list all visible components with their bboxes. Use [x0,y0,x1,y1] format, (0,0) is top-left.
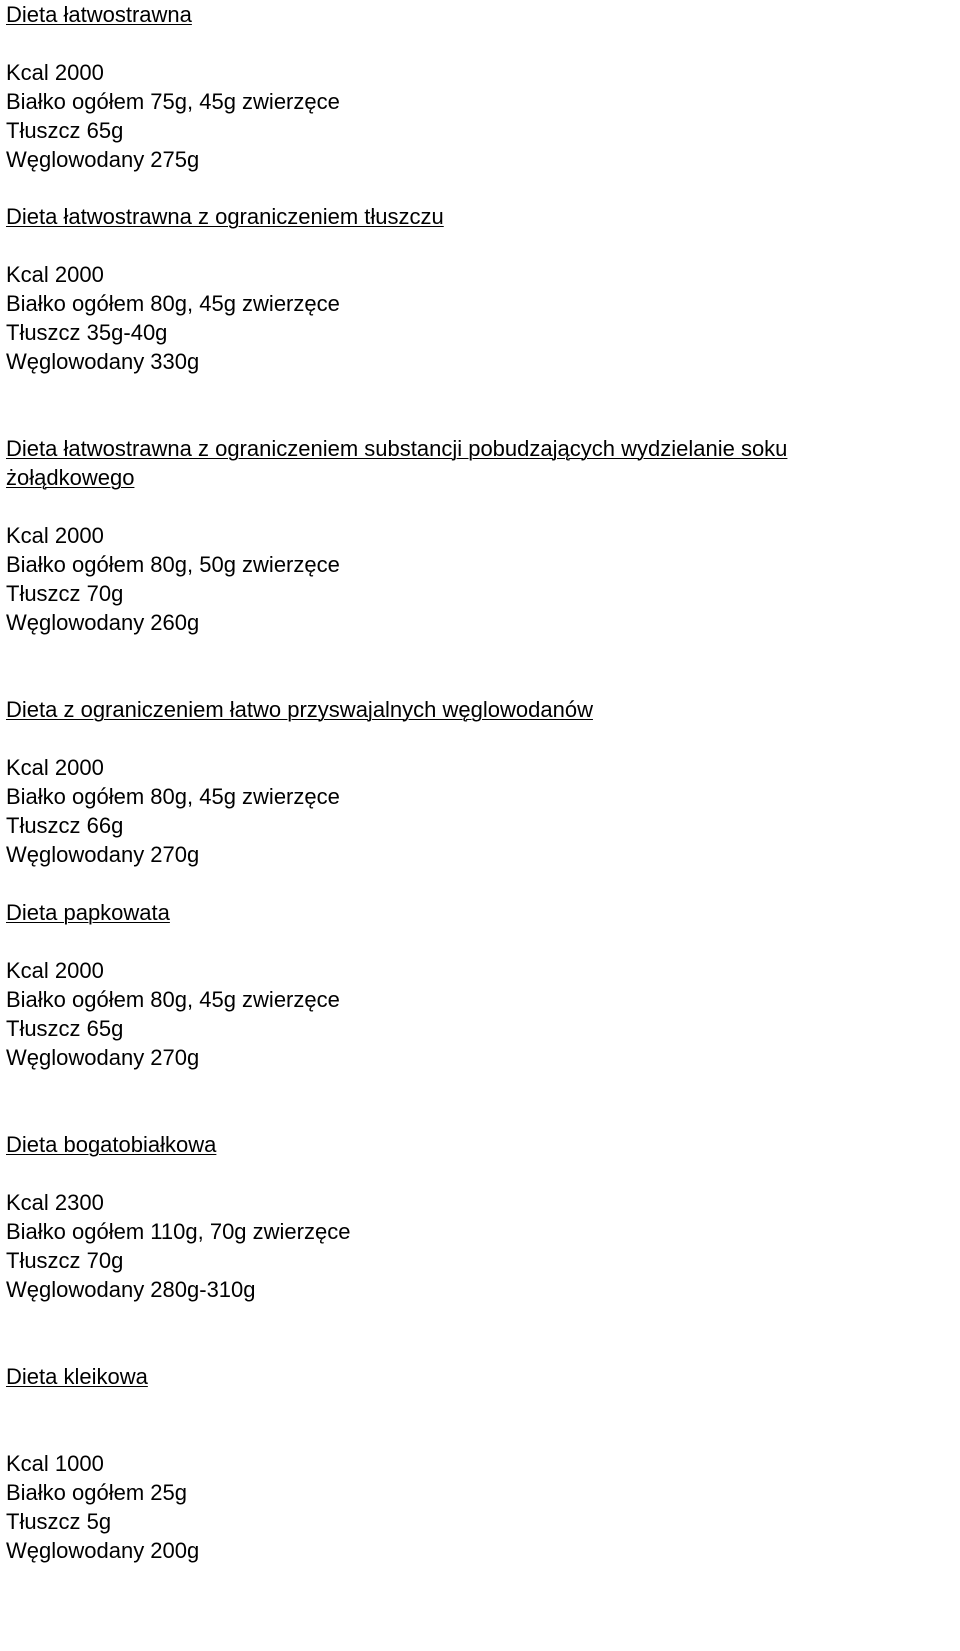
kcal-value: Kcal 2000 [6,755,104,780]
kcal-value: Kcal 2300 [6,1190,104,1215]
diet-section-ograniczenie-tluszczu [6,202,921,376]
protein-value: Białko ogółem 80g, 45g zwierzęce [6,987,340,1012]
fat-value: Tłuszcz 70g [6,581,124,606]
diet-section-ograniczenie-weglowodanow [6,695,921,869]
diet-values [6,1188,921,1304]
diet-section-kleikowa [6,1362,921,1565]
kcal-value: Kcal 1000 [6,1451,104,1476]
carbs-value: Węglowodany 280g-310g [6,1277,256,1302]
diet-values [6,956,921,1072]
carbs-value: Węglowodany 200g [6,1538,200,1563]
carbs-value: Węglowodany 330g [6,349,200,374]
diet-title[interactable]: Dieta papkowata [6,900,170,925]
protein-value: Białko ogółem 25g [6,1480,188,1505]
fat-value: Tłuszcz 66g [6,813,124,838]
diet-title-line: żołądkowego [6,465,135,490]
diet-title[interactable]: Dieta łatwostrawna [6,2,192,27]
carbs-value: Węglowodany 270g [6,842,200,867]
carbs-value: Węglowodany 275g [6,147,200,172]
kcal-value: Kcal 2000 [6,958,104,983]
protein-value: Białko ogółem 110g, 70g zwierzęce [6,1219,351,1244]
diet-values [6,58,921,174]
protein-value: Białko ogółem 75g, 45g zwierzęce [6,89,340,114]
diet-title[interactable]: Dieta bogatobiałkowa [6,1132,217,1157]
diet-section-ograniczenie-substancji [6,434,921,637]
diet-values [6,260,921,376]
protein-value: Białko ogółem 80g, 45g zwierzęce [6,291,340,316]
fat-value: Tłuszcz 65g [6,118,124,143]
diet-section-papkowata [6,898,921,1072]
carbs-value: Węglowodany 270g [6,1045,200,1070]
diet-title[interactable]: Dieta łatwostrawna z ograniczeniem tłuszczu [6,204,444,229]
fat-value: Tłuszcz 5g [6,1509,112,1534]
diet-title[interactable] [6,434,921,492]
kcal-value: Kcal 2000 [6,60,104,85]
diet-values [6,753,921,869]
diet-values [6,1449,921,1565]
diet-section-bogatobialkowa [6,1130,921,1304]
fat-value: Tłuszcz 35g-40g [6,320,168,345]
protein-value: Białko ogółem 80g, 50g zwierzęce [6,552,340,577]
kcal-value: Kcal 2000 [6,523,104,548]
diet-section-latwostrawna [6,0,921,174]
diet-title-line: Dieta łatwostrawna z ograniczeniem substancji pobudzających wydzielanie soku [6,436,788,461]
kcal-value: Kcal 2000 [6,262,104,287]
fat-value: Tłuszcz 70g [6,1248,124,1273]
diet-title[interactable]: Dieta kleikowa [6,1364,148,1389]
diet-title[interactable]: Dieta z ograniczeniem łatwo przyswajalnych węglowodanów [6,697,593,722]
carbs-value: Węglowodany 260g [6,610,200,635]
fat-value: Tłuszcz 65g [6,1016,124,1041]
protein-value: Białko ogółem 80g, 45g zwierzęce [6,784,340,809]
diet-values [6,521,921,637]
